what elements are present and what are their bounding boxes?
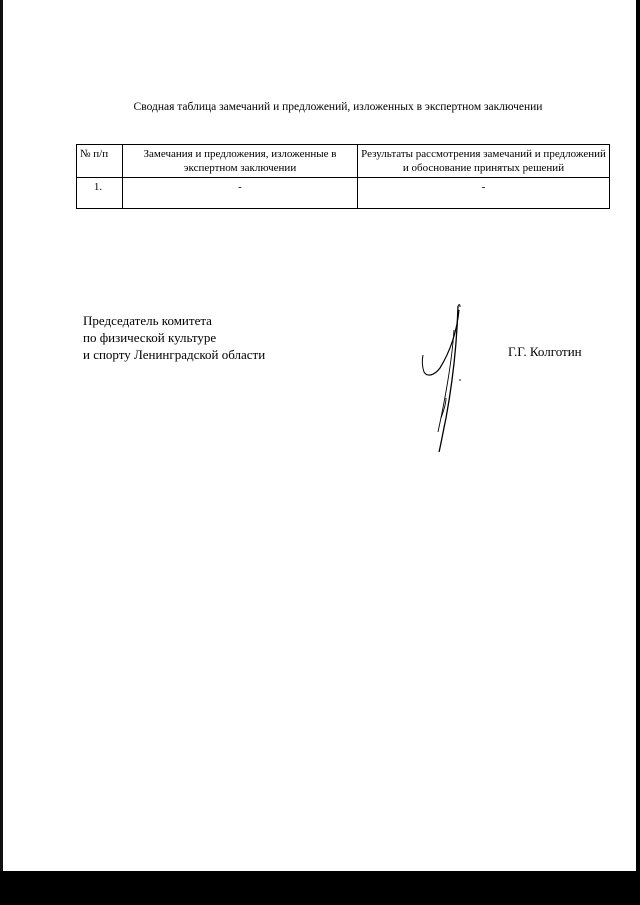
cell-number: 1. <box>77 178 123 209</box>
handwritten-signature <box>410 300 480 460</box>
table-header-row <box>77 145 610 178</box>
scan-bottom-band <box>0 871 640 905</box>
signatory-position <box>83 312 265 363</box>
position-line: по физической культуре <box>83 330 217 345</box>
header-results: Результаты рассмотрения замечаний и предложений и обоснование принятых решений <box>358 145 610 178</box>
scan-edge <box>0 0 3 871</box>
header-number: № п/п <box>77 145 123 178</box>
cell-remarks: - <box>123 178 358 209</box>
document-title: Сводная таблица замечаний и предложений, изложенных в экспертном заключении <box>133 101 543 113</box>
signatory-name: Г.Г. Колготин <box>508 344 582 359</box>
cell-results: - <box>358 178 610 209</box>
position-line: и спорту Ленинградской области <box>83 347 266 362</box>
table-row <box>77 178 610 209</box>
summary-table <box>76 144 610 209</box>
header-remarks: Замечания и предложения, изложенные в экспертном заключении <box>123 145 358 178</box>
position-line: Председатель комитета <box>83 313 212 328</box>
